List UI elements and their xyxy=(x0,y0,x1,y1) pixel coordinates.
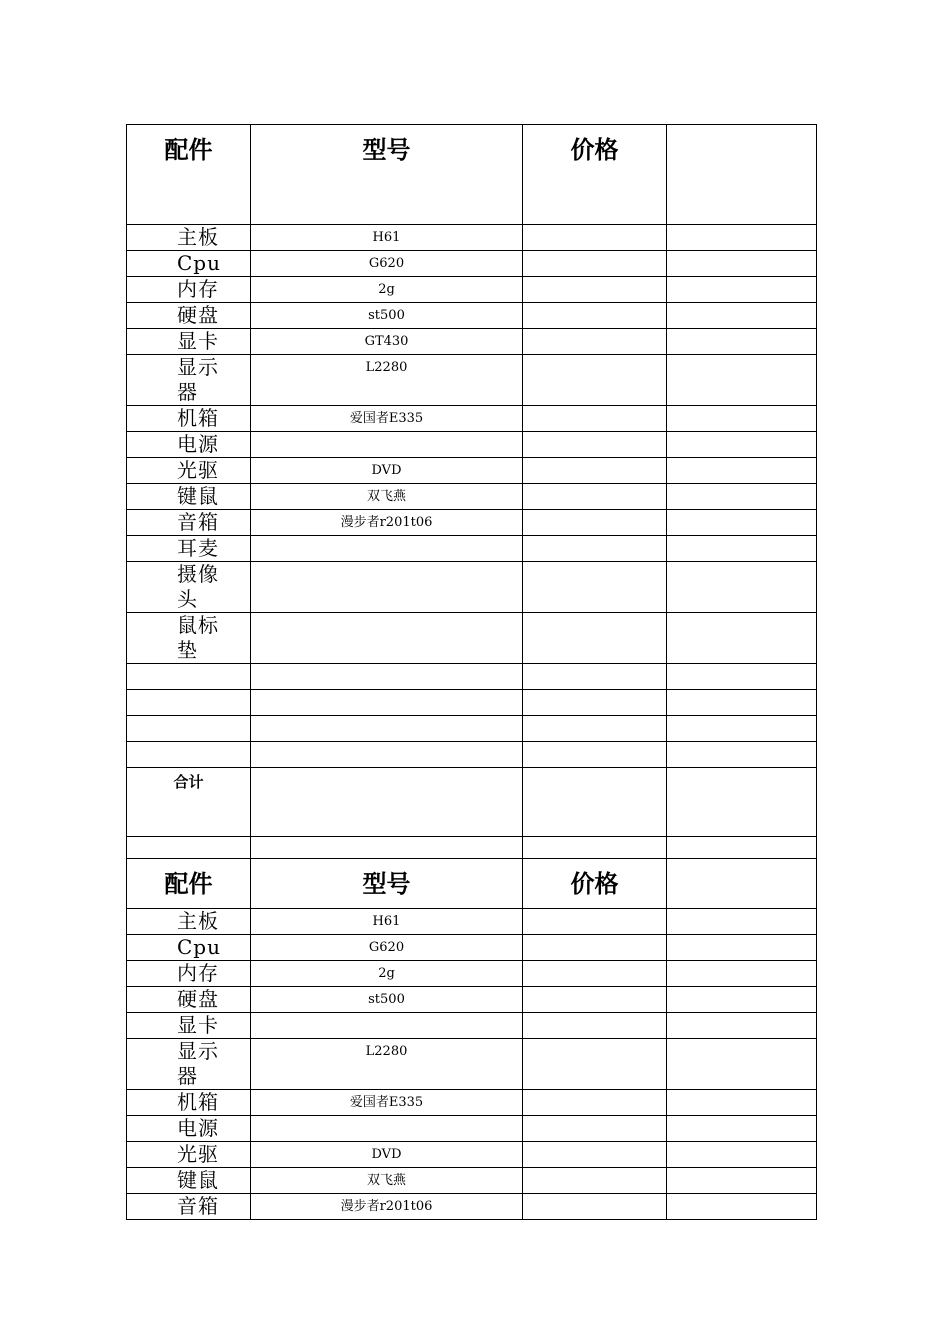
extra-cell xyxy=(667,909,817,935)
part-name-cell: 硬盘 xyxy=(127,303,251,329)
extra-cell xyxy=(667,510,817,536)
model-cell xyxy=(251,690,523,716)
price-cell xyxy=(523,406,667,432)
part-name-cell: 电源 xyxy=(127,432,251,458)
header-row xyxy=(127,125,817,225)
extra-cell xyxy=(667,406,817,432)
table-row xyxy=(127,716,817,742)
part-name-cell: 内存 xyxy=(127,961,251,987)
parts-price-table xyxy=(126,124,817,1220)
price-cell xyxy=(523,935,667,961)
table-row xyxy=(127,1013,817,1039)
model-cell: DVD xyxy=(251,458,523,484)
extra-cell xyxy=(667,432,817,458)
part-name-cell: 电源 xyxy=(127,1116,251,1142)
price-cell xyxy=(523,355,667,406)
parts-table-body xyxy=(127,125,817,1220)
total-model-cell xyxy=(251,768,523,837)
model-cell: GT430 xyxy=(251,329,523,355)
table-row xyxy=(127,251,817,277)
part-name-cell: 音箱 xyxy=(127,510,251,536)
column-header: 型号 xyxy=(251,125,523,225)
price-cell xyxy=(523,225,667,251)
extra-cell xyxy=(667,716,817,742)
model-cell xyxy=(251,1116,523,1142)
table-row xyxy=(127,1090,817,1116)
price-cell xyxy=(523,1116,667,1142)
part-name-cell: Cpu xyxy=(127,935,251,961)
table-row xyxy=(127,664,817,690)
part-name-cell: 鼠标垫 xyxy=(127,613,251,664)
price-cell xyxy=(523,277,667,303)
extra-cell xyxy=(667,225,817,251)
blank-cell xyxy=(667,837,817,859)
price-cell xyxy=(523,690,667,716)
model-cell: 2g xyxy=(251,961,523,987)
model-cell: G620 xyxy=(251,251,523,277)
table-row xyxy=(127,613,817,664)
blank-cell xyxy=(523,837,667,859)
part-name-cell: 硬盘 xyxy=(127,987,251,1013)
part-name-cell: 显卡 xyxy=(127,329,251,355)
part-name-cell: 主板 xyxy=(127,225,251,251)
column-header xyxy=(667,125,817,225)
extra-cell xyxy=(667,536,817,562)
extra-cell xyxy=(667,742,817,768)
part-name-cell: Cpu xyxy=(127,251,251,277)
table-row xyxy=(127,690,817,716)
price-cell xyxy=(523,716,667,742)
table-row xyxy=(127,1142,817,1168)
part-name-cell: 显示器 xyxy=(127,355,251,406)
table-row xyxy=(127,961,817,987)
table-row xyxy=(127,909,817,935)
model-cell: G620 xyxy=(251,935,523,961)
price-cell xyxy=(523,329,667,355)
part-name-cell: 显示器 xyxy=(127,1039,251,1090)
table-row xyxy=(127,329,817,355)
table-row xyxy=(127,536,817,562)
model-cell xyxy=(251,432,523,458)
price-cell xyxy=(523,562,667,613)
part-name-cell: 耳麦 xyxy=(127,536,251,562)
extra-cell xyxy=(667,1039,817,1090)
price-cell xyxy=(523,742,667,768)
table-row xyxy=(127,1039,817,1090)
price-cell xyxy=(523,987,667,1013)
extra-cell xyxy=(667,613,817,664)
extra-cell xyxy=(667,1168,817,1194)
extra-cell xyxy=(667,329,817,355)
extra-cell xyxy=(667,1090,817,1116)
model-cell xyxy=(251,562,523,613)
model-cell xyxy=(251,536,523,562)
extra-cell xyxy=(667,961,817,987)
table-row xyxy=(127,406,817,432)
part-name-cell: 摄像头 xyxy=(127,562,251,613)
model-cell xyxy=(251,613,523,664)
part-name-cell: 音箱 xyxy=(127,1194,251,1220)
model-cell: H61 xyxy=(251,909,523,935)
table-row xyxy=(127,1168,817,1194)
table-row xyxy=(127,303,817,329)
table-row xyxy=(127,355,817,406)
extra-cell xyxy=(667,355,817,406)
part-name-cell xyxy=(127,664,251,690)
table-row xyxy=(127,987,817,1013)
extra-cell xyxy=(667,690,817,716)
table-row xyxy=(127,484,817,510)
total-row xyxy=(127,768,817,837)
part-name-cell xyxy=(127,690,251,716)
price-cell xyxy=(523,961,667,987)
table-row xyxy=(127,935,817,961)
model-cell: DVD xyxy=(251,1142,523,1168)
part-name-cell: 光驱 xyxy=(127,1142,251,1168)
extra-cell xyxy=(667,935,817,961)
extra-cell xyxy=(667,484,817,510)
model-cell: 漫步者r201t06 xyxy=(251,1194,523,1220)
price-cell xyxy=(523,909,667,935)
price-cell xyxy=(523,251,667,277)
extra-cell xyxy=(667,1142,817,1168)
model-cell xyxy=(251,742,523,768)
table-row xyxy=(127,742,817,768)
part-name-cell xyxy=(127,742,251,768)
price-cell xyxy=(523,1090,667,1116)
extra-cell xyxy=(667,987,817,1013)
extra-cell xyxy=(667,458,817,484)
column-header: 型号 xyxy=(251,859,523,909)
price-cell xyxy=(523,1142,667,1168)
part-name-cell: 机箱 xyxy=(127,1090,251,1116)
price-cell xyxy=(523,510,667,536)
header-row-2 xyxy=(127,859,817,909)
total-label-cell: 合计 xyxy=(127,768,251,837)
extra-cell xyxy=(667,1013,817,1039)
part-name-cell: 光驱 xyxy=(127,458,251,484)
column-header: 价格 xyxy=(523,859,667,909)
table-row xyxy=(127,277,817,303)
model-cell: 双飞燕 xyxy=(251,484,523,510)
model-cell xyxy=(251,1013,523,1039)
extra-cell xyxy=(667,1116,817,1142)
table-row xyxy=(127,562,817,613)
price-cell xyxy=(523,432,667,458)
extra-cell xyxy=(667,1194,817,1220)
model-cell: L2280 xyxy=(251,1039,523,1090)
price-cell xyxy=(523,303,667,329)
part-name-cell xyxy=(127,716,251,742)
column-header: 配件 xyxy=(127,859,251,909)
model-cell: 双飞燕 xyxy=(251,1168,523,1194)
part-name-cell: 键鼠 xyxy=(127,484,251,510)
part-name-cell: 显卡 xyxy=(127,1013,251,1039)
table-row xyxy=(127,1116,817,1142)
part-name-cell: 内存 xyxy=(127,277,251,303)
model-cell: H61 xyxy=(251,225,523,251)
blank-cell xyxy=(251,837,523,859)
price-cell xyxy=(523,536,667,562)
table-row xyxy=(127,458,817,484)
price-cell xyxy=(523,664,667,690)
model-cell: 漫步者r201t06 xyxy=(251,510,523,536)
price-cell xyxy=(523,613,667,664)
model-cell: 爱国者E335 xyxy=(251,1090,523,1116)
price-cell xyxy=(523,1013,667,1039)
column-header: 价格 xyxy=(523,125,667,225)
table-row xyxy=(127,432,817,458)
extra-cell xyxy=(667,664,817,690)
model-cell: st500 xyxy=(251,303,523,329)
extra-cell xyxy=(667,562,817,613)
table-row xyxy=(127,510,817,536)
model-cell: 2g xyxy=(251,277,523,303)
extra-cell xyxy=(667,251,817,277)
blank-cell xyxy=(127,837,251,859)
part-name-cell: 主板 xyxy=(127,909,251,935)
part-name-cell: 机箱 xyxy=(127,406,251,432)
part-name-cell: 键鼠 xyxy=(127,1168,251,1194)
total-extra-cell xyxy=(667,768,817,837)
total-price-cell xyxy=(523,768,667,837)
price-cell xyxy=(523,458,667,484)
model-cell xyxy=(251,716,523,742)
price-cell xyxy=(523,1039,667,1090)
extra-cell xyxy=(667,303,817,329)
price-cell xyxy=(523,484,667,510)
column-header: 配件 xyxy=(127,125,251,225)
column-header xyxy=(667,859,817,909)
model-cell: L2280 xyxy=(251,355,523,406)
table-row xyxy=(127,225,817,251)
blank-row xyxy=(127,837,817,859)
price-cell xyxy=(523,1194,667,1220)
table-row xyxy=(127,1194,817,1220)
extra-cell xyxy=(667,277,817,303)
model-cell: 爱国者E335 xyxy=(251,406,523,432)
model-cell: st500 xyxy=(251,987,523,1013)
model-cell xyxy=(251,664,523,690)
price-cell xyxy=(523,1168,667,1194)
